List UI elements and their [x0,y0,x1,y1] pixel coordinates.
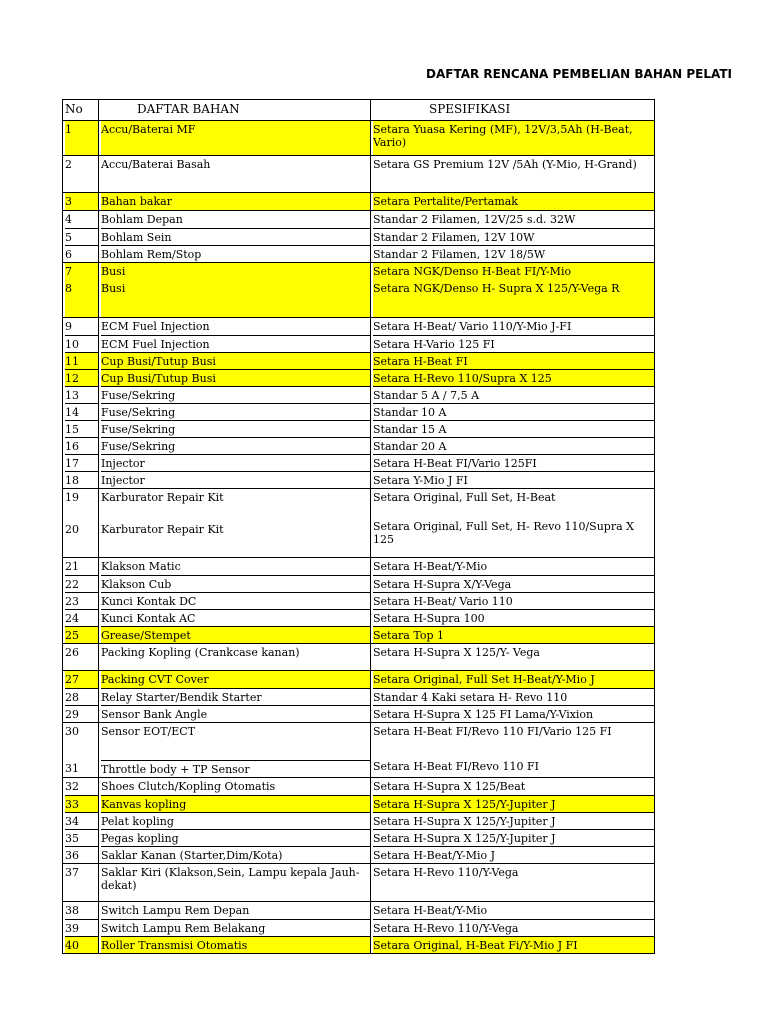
column-spec [370,211,655,262]
table-header [62,99,655,121]
row-number: 27 [65,671,98,688]
row-number: 30 [65,725,79,738]
row-number: 25 [65,626,98,643]
column-spec [370,263,655,317]
column-spec [370,121,655,155]
row-bahan: Packing CVT Cover [101,671,370,688]
row-spesifikasi: Setara GS Premium 12V /5Ah (Y-Mio, H-Grand) [373,158,637,171]
row-spesifikasi: Setara NGK/Denso H-Beat FI/Y-Mio [373,263,654,280]
column-bahan [98,864,370,901]
row-spesifikasi: Setara Original, Full Set H-Beat/Y-Mio J [373,671,654,688]
column-spec [370,558,655,643]
row-bahan: Injector [101,454,370,471]
column-no [62,671,98,722]
row-spesifikasi: Setara H-Supra X 125/Y- Vega [373,646,540,659]
row-spesifikasi: Setara H-Beat FI/Vario 125FI [373,454,654,471]
table-row [62,644,655,671]
row-spesifikasi: Setara H-Supra X/Y-Vega [373,575,654,592]
row-spesifikasi: Standar 10 A [373,403,654,420]
row-spesifikasi: Standar 5 A / 7,5 A [373,386,654,403]
row-bahan: Saklar Kanan (Starter,Dim/Kota) [101,846,370,863]
row-spesifikasi: Standar 2 Filamen, 12V/25 s.d. 32W [373,213,576,226]
row-bahan: Bahan bakar [101,193,370,210]
row-number: 33 [65,795,98,812]
header-no: No [62,100,98,120]
row-bahan: Busi [101,280,370,317]
row-bahan: Kunci Kontak DC [101,592,370,609]
row-bahan: Kunci Kontak AC [101,609,370,626]
row-number: 16 [65,437,98,454]
row-spesifikasi: Setara H-Beat FI/Revo 110 FI/Vario 125 FI [373,725,612,738]
table-row [62,489,655,558]
row-bahan: Fuse/Sekring [101,437,370,454]
row-spesifikasi: Setara H-Revo 110/Y-Vega [373,866,519,879]
row-number: 17 [65,454,98,471]
column-bahan [98,902,370,953]
column-bahan [98,723,370,777]
table-row [62,193,655,211]
row-bahan: Sensor Bank Angle [101,705,370,722]
row-bahan: Cup Busi/Tutup Busi [101,352,370,369]
row-spesifikasi: Setara H-Beat/Y-Mio J [373,846,654,863]
row-number: 21 [65,560,79,573]
column-no [62,723,98,777]
row-bahan: Busi [101,263,370,280]
row-bahan: Pelat kopling [101,812,370,829]
row-number: 39 [65,919,98,936]
row-number: 10 [65,335,98,352]
column-bahan [98,211,370,262]
column-no [62,211,98,262]
column-no [62,193,98,210]
column-spec [370,489,655,557]
table-row [62,902,655,954]
column-bahan [98,644,370,670]
row-bahan: Accu/Baterai MF [101,121,370,155]
row-spesifikasi: Standar 15 A [373,420,654,437]
column-no [62,156,98,192]
row-spesifikasi: Setara H-Beat FI/Revo 110 FI [373,760,539,773]
column-no [62,644,98,670]
row-spesifikasi: Setara H-Beat FI [373,352,654,369]
row-spesifikasi: Standar 2 Filamen, 12V 10W [373,228,654,245]
row-spesifikasi: Setara Original, H-Beat Fi/Y-Mio J FI [373,936,654,953]
row-spesifikasi: Standar 2 Filamen, 12V 18/5W [373,245,654,262]
row-number: 36 [65,846,98,863]
column-no [62,558,98,643]
column-no [62,121,98,155]
row-bahan: Relay Starter/Bendik Starter [101,688,370,705]
row-number: 14 [65,403,98,420]
row-spesifikasi: Setara Yuasa Kering (MF), 12V/3,5Ah (H-Beat, Vario) [373,121,654,155]
row-number: 3 [65,193,98,210]
table-row [62,558,655,644]
row-bahan: Bohlam Sein [101,228,370,245]
column-bahan [98,558,370,643]
row-number: 4 [65,213,72,226]
row-number: 35 [65,829,98,846]
column-spec [370,156,655,192]
column-bahan [98,156,370,192]
row-number: 34 [65,812,98,829]
row-number: 31 [65,762,79,775]
column-bahan [98,778,370,863]
row-bahan: ECM Fuel Injection [101,320,210,333]
row-spesifikasi: Standar 4 Kaki setara H- Revo 110 [373,688,654,705]
row-spesifikasi: Setara H-Supra X 125/Y-Jupiter J [373,795,654,812]
row-number: 37 [65,866,79,879]
table-row [62,156,655,193]
row-bahan: Grease/Stempet [101,626,370,643]
column-spec [370,778,655,863]
row-number: 19 [65,491,79,504]
row-spesifikasi: Setara Pertalite/Pertamak [373,193,654,210]
row-number: 18 [65,471,98,488]
row-number: 2 [65,158,72,171]
row-number: 20 [65,523,79,536]
column-no [62,778,98,863]
column-spec [370,864,655,901]
table-row [62,263,655,318]
row-bahan: Switch Lampu Rem Depan [101,904,250,917]
row-spesifikasi: Setara Original, Full Set, H- Revo 110/Supra X 125 [373,520,634,546]
row-number: 40 [65,936,98,953]
row-bahan: Accu/Baterai Basah [101,158,211,171]
table-row [62,778,655,864]
row-bahan: Fuse/Sekring [101,420,370,437]
row-spesifikasi: Setara H-Supra X 125 FI Lama/Y-Vixion [373,705,654,722]
row-bahan: Fuse/Sekring [101,386,370,403]
row-bahan: Pegas kopling [101,829,370,846]
row-number: 15 [65,420,98,437]
document-title: DAFTAR RENCANA PEMBELIAN BAHAN PELATI [426,67,733,81]
row-bahan: Cup Busi/Tutup Busi [101,369,370,386]
column-no [62,864,98,901]
table-row [62,211,655,263]
column-spec [370,902,655,953]
column-no [62,318,98,488]
table-row [62,671,655,723]
row-bahan: Fuse/Sekring [101,403,370,420]
header-daftar-bahan: DAFTAR BAHAN [98,100,370,120]
row-bahan: Packing Kopling (Crankcase kanan) [101,646,300,659]
row-spesifikasi: Setara NGK/Denso H- Supra X 125/Y-Vega R [373,280,654,317]
row-bahan: Karburator Repair Kit [101,491,224,504]
table-row [62,864,655,902]
row-spesifikasi: Setara H-Revo 110/Supra X 125 [373,369,654,386]
row-spesifikasi: Setara H-Supra 100 [373,609,654,626]
row-bahan: Klakson Matic [101,560,181,573]
row-spesifikasi: Setara Top 1 [373,626,654,643]
row-number: 7 [65,263,98,280]
row-spesifikasi: Setara Original, Full Set, H-Beat [373,491,556,504]
row-number: 38 [65,904,79,917]
row-spesifikasi: Setara H-Beat/Y-Mio [373,560,488,573]
row-spesifikasi: Setara H-Vario 125 FI [373,335,654,352]
row-spesifikasi: Setara H-Supra X 125/Y-Jupiter J [373,829,654,846]
row-spesifikasi: Setara H-Revo 110/Y-Vega [373,919,654,936]
column-spec [370,723,655,777]
table-row [62,723,655,778]
column-no [62,263,98,317]
row-number: 28 [65,688,98,705]
column-bahan [98,121,370,155]
row-bahan: ECM Fuel Injection [101,335,370,352]
row-spesifikasi: Setara H-Supra X 125/Y-Jupiter J [373,812,654,829]
row-number: 9 [65,320,72,333]
table-body [62,121,655,954]
row-number: 22 [65,575,98,592]
column-bahan [98,671,370,722]
row-spesifikasi: Setara H-Beat/ Vario 110/Y-Mio J-FI [373,320,572,333]
column-spec [370,671,655,722]
table-row [62,318,655,489]
row-spesifikasi: Setara H-Beat/Y-Mio [373,904,488,917]
row-number: 24 [65,609,98,626]
column-no [62,489,98,557]
column-bahan [98,193,370,210]
column-bahan [98,263,370,317]
row-number: 32 [65,780,79,793]
column-spec [370,318,655,488]
row-number: 8 [65,280,98,317]
row-bahan: Sensor EOT/ECT [101,725,196,738]
row-number: 26 [65,646,79,659]
row-spesifikasi: Setara H-Supra X 125/Beat [373,780,526,793]
row-bahan: Saklar Kiri (Klakson,Sein, Lampu kepala Jauh-dekat) [101,866,360,892]
row-spesifikasi: Setara Y-Mio J FI [373,471,654,488]
row-bahan: Injector [101,471,370,488]
row-spesifikasi: Setara H-Beat/ Vario 110 [373,592,654,609]
row-number: 1 [65,121,98,155]
row-number: 6 [65,245,98,262]
row-number: 29 [65,705,98,722]
column-spec [370,644,655,670]
column-spec [370,193,655,210]
column-bahan [98,318,370,488]
row-spesifikasi: Standar 20 A [373,437,654,454]
row-bahan: Throttle body + TP Sensor [101,760,370,777]
row-number: 23 [65,592,98,609]
row-bahan: Roller Transmisi Otomatis [101,936,370,953]
row-bahan: Kanvas kopling [101,795,370,812]
column-no [62,902,98,953]
row-bahan: Bohlam Depan [101,213,183,226]
header-spesifikasi: SPESIFIKASI [370,100,655,120]
table-row [62,121,655,156]
row-bahan: Karburator Repair Kit [101,523,224,536]
row-bahan: Switch Lampu Rem Belakang [101,919,370,936]
row-number: 11 [65,352,98,369]
row-number: 13 [65,386,98,403]
row-number: 12 [65,369,98,386]
row-bahan: Shoes Clutch/Kopling Otomatis [101,780,276,793]
spreadsheet-table [62,99,655,954]
row-bahan: Klakson Cub [101,575,370,592]
row-number: 5 [65,228,98,245]
row-bahan: Bohlam Rem/Stop [101,245,370,262]
column-bahan [98,489,370,557]
